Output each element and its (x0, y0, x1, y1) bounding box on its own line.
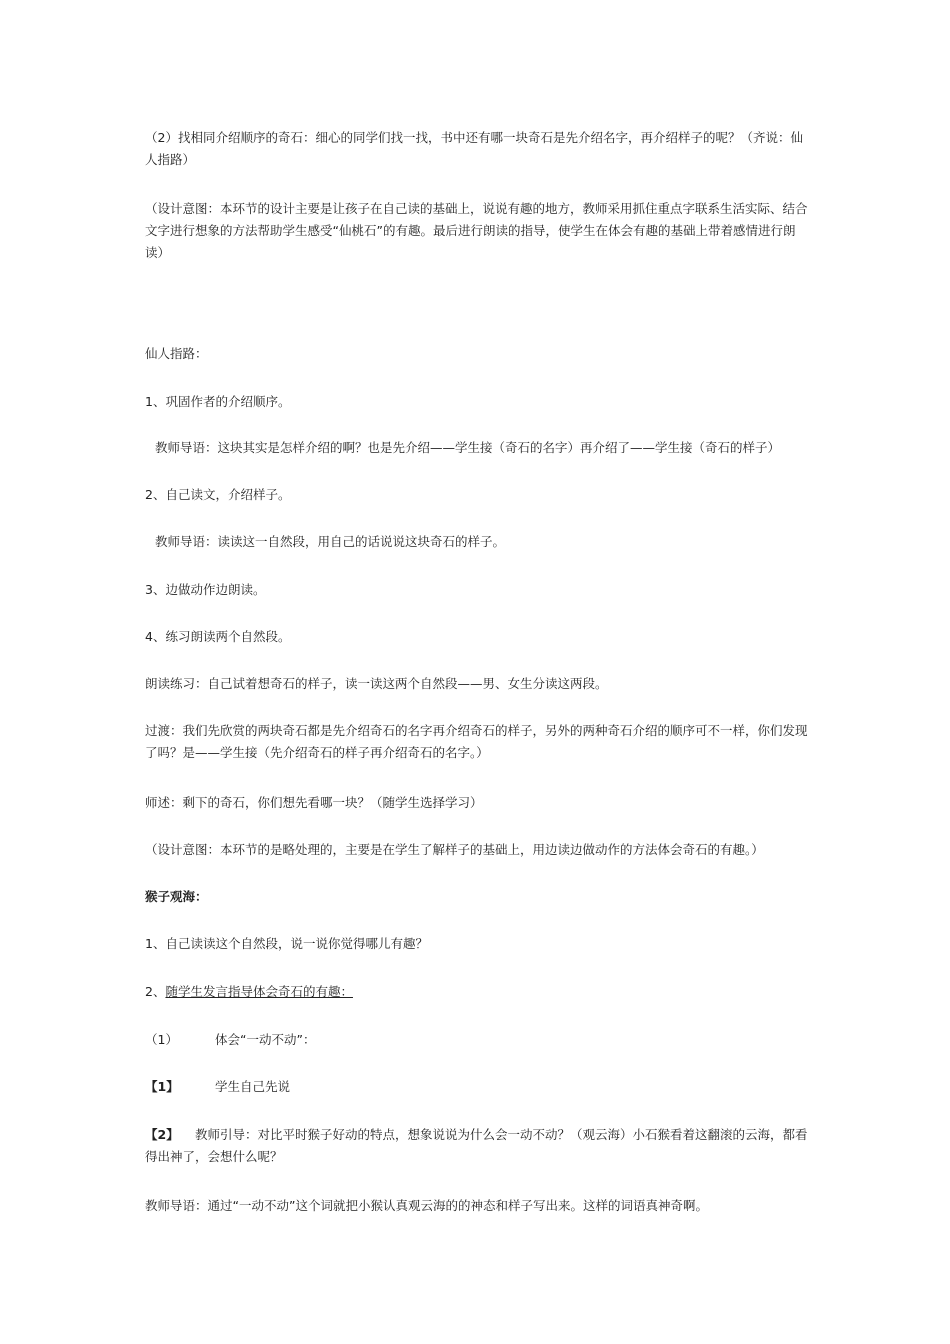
teacher-guide-1: 教师导语：这块其实是怎样介绍的啊？也是先介绍——学生接（奇石的名字）再介绍了——学生接（奇石的样子） (155, 440, 781, 455)
bracket-item-2-text: 教师引导：对比平时猴子好动的特点，想象说说为什么会一动不动？（观云海）小石猴看着这翻滚的云海，都看得出神了，会想什么呢？ (145, 1127, 808, 1164)
teacher-statement: 师述：剩下的奇石，你们想先看哪一块？（随学生选择学习） (145, 795, 483, 810)
bracket-item-1 (145, 1076, 810, 1098)
reading-practice: 朗读练习：自己试着想奇石的样子，读一读这两个自然段——男、女生分读这两段。 (145, 676, 608, 691)
paragraph-design-intent-1: （设计意图：本环节的设计主要是让孩子在自己读的基础上，说说有趣的地方，教师采用抓住重点字联系生活实际、结合文字进行想象的方法帮助学生感受“仙桃石”的有趣。最后进行朗读的指导，使学生在体会有趣的基础上带着感情进行朗读） (145, 201, 808, 260)
houzi-item-2-underlined: 随学生发言指导体会奇石的有趣： (165, 984, 353, 999)
list-item-4: 4、练习朗读两个自然段。 (145, 629, 291, 644)
bracket-item-1-marker: 【1】 (145, 1079, 179, 1094)
houzi-item-2-prefix: 2、 (145, 984, 166, 999)
bracket-item-2-marker: 【2】 (145, 1127, 179, 1142)
teacher-guide-2: 教师导语：读读这一自然段，用自己的话说说这块奇石的样子。 (155, 534, 506, 549)
sub-item-1 (145, 1029, 810, 1051)
sub-item-1-marker: （1） (145, 1032, 178, 1047)
list-item-1: 1、巩固作者的介绍顺序。 (145, 394, 291, 409)
list-item-3: 3、边做动作边朗读。 (145, 582, 266, 597)
list-item-2: 2、自己读文，介绍样子。 (145, 487, 291, 502)
paragraph-find-same-order: （2）找相同介绍顺序的奇石：细心的同学们找一找，书中还有哪一块奇石是先介绍名字，再介绍样子的呢？（齐说：仙人指路） (145, 130, 803, 167)
heading-xianren-zhilu: 仙人指路： (145, 346, 208, 361)
transition-paragraph: 过渡：我们先欣赏的两块奇石都是先介绍奇石的名字再介绍奇石的样子，另外的两种奇石介绍的顺序可不一样，你们发现了吗？是——学生接（先介绍奇石的样子再介绍奇石的名字。） (145, 723, 808, 760)
sub-item-1-text: 体会“一动不动”： (215, 1032, 316, 1047)
bracket-item-2 (145, 1124, 810, 1168)
houzi-item-2 (145, 981, 810, 1003)
paragraph-design-intent-2: （设计意图：本环节的是略处理的，主要是在学生了解样子的基础上，用边读边做动作的方法体会奇石的有趣。） (145, 842, 764, 857)
teacher-guide-3: 教师导语：通过“一动不动”这个词就把小猴认真观云海的的神态和样子写出来。这样的词语真神奇啊。 (145, 1198, 708, 1213)
bracket-item-1-text: 学生自己先说 (215, 1079, 291, 1094)
heading-houzi-guanhai: 猴子观海： (145, 889, 208, 904)
houzi-item-1: 1、自己读读这个自然段，说一说你觉得哪儿有趣？ (145, 936, 428, 951)
